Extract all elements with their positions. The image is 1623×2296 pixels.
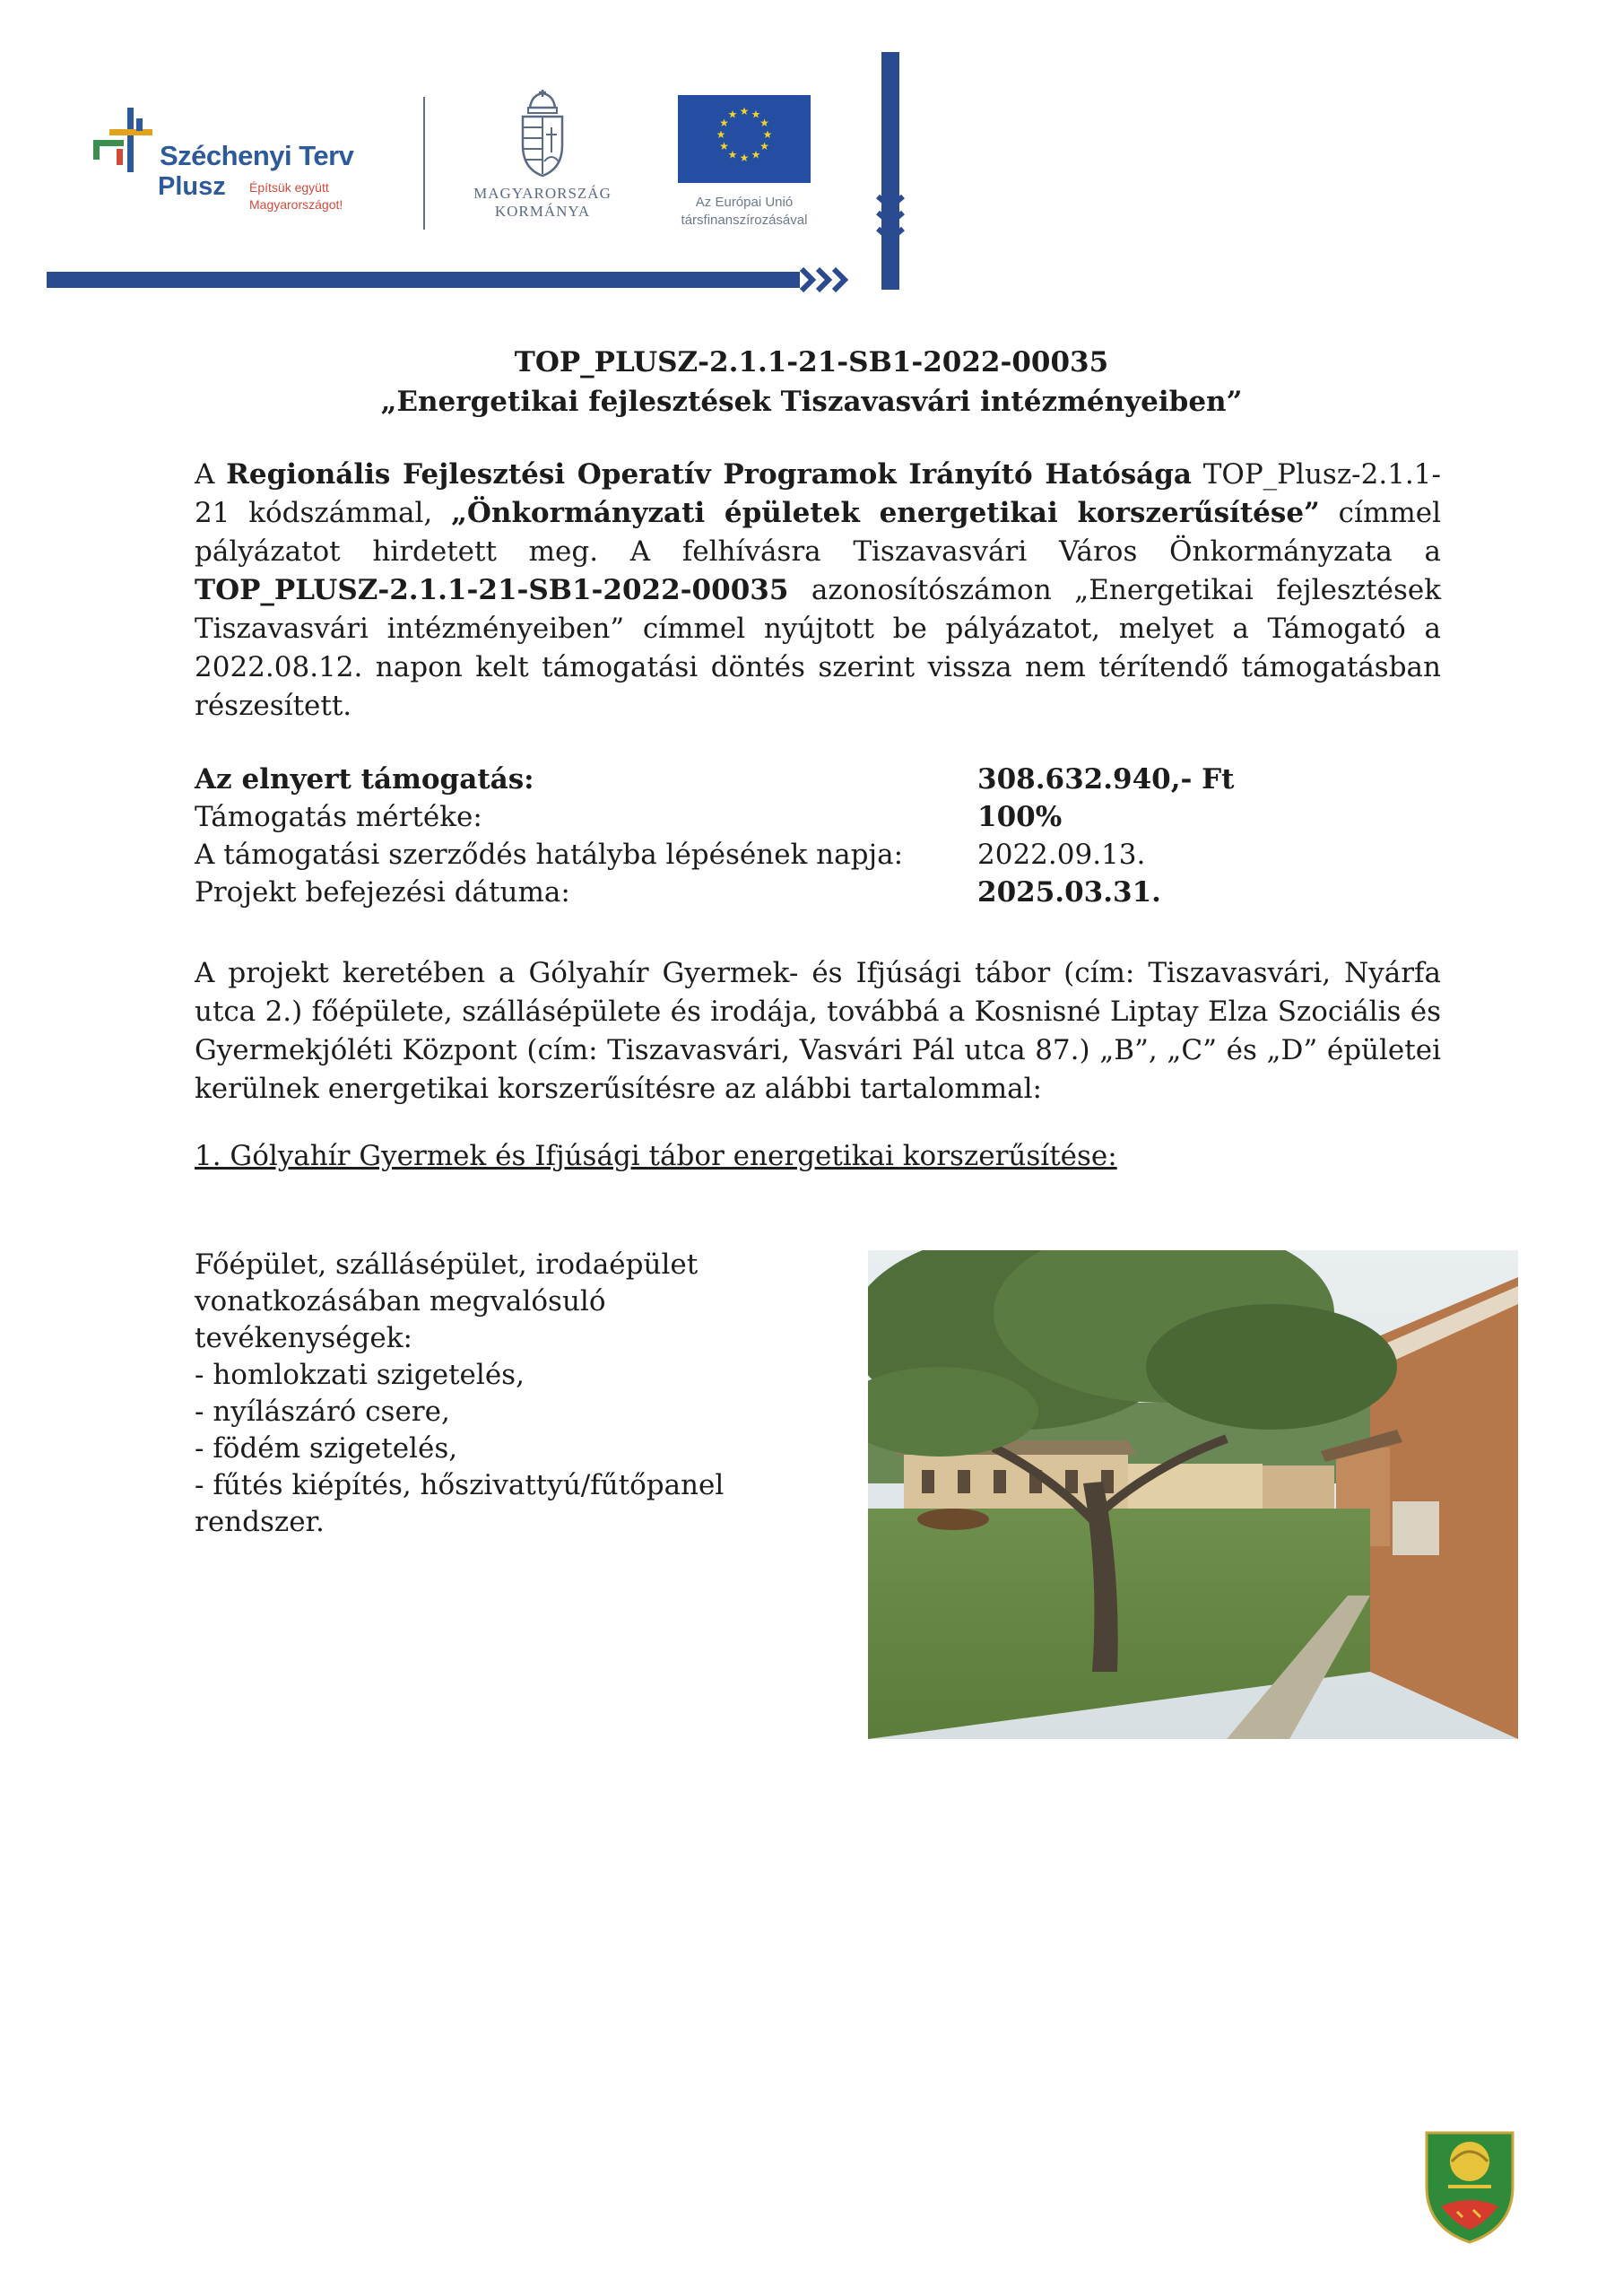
svg-text:★: ★ — [739, 152, 750, 164]
activity-line: tevékenységek: — [195, 1322, 412, 1354]
fact-label: Projekt befejezési dátuma: — [195, 876, 570, 909]
tagline-line-2: Magyarországot! — [249, 197, 343, 212]
intro-call-title: „Önkormányzati épületek energetikai korszerűsítése” — [451, 497, 1320, 529]
kormany-line-2: KORMÁNYA — [494, 203, 591, 220]
fact-value: 100% — [977, 801, 1063, 833]
szechenyi-tagline — [249, 179, 343, 213]
chevrons-right-icon — [798, 265, 879, 294]
eu-line-1: Az Európai Unió — [695, 195, 794, 210]
svg-text:★: ★ — [719, 140, 729, 152]
intro-project-id: TOP_PLUSZ-2.1.1-21-SB1-2022-00035 — [195, 574, 789, 606]
eu-text — [659, 194, 829, 230]
project-name-title: „Energetikai fejlesztések Tiszavasvári intézményeiben” — [380, 386, 1243, 418]
svg-text:★: ★ — [759, 140, 769, 152]
project-code-title: TOP_PLUSZ-2.1.1-21-SB1-2022-00035 — [514, 346, 1109, 378]
activity-line: rendszer. — [195, 1506, 325, 1538]
activity-line: - nyílászáró csere, — [195, 1396, 450, 1428]
svg-text:★: ★ — [759, 117, 769, 129]
grant-facts — [195, 761, 1450, 911]
svg-text:★: ★ — [751, 108, 761, 121]
fact-row-contract-date — [195, 836, 1450, 874]
project-description: A projekt keretében a Gólyahír Gyermek- és Ifjúsági tábor (cím: Tiszavasvári, Nyárfa utca 2.) főépülete, szállásépülete és irodája, továbbá a Kosnisné Liptay Elza Szociális és Gyermekjóléti Központ (cím: Tiszavasvári, Vasvári Pál utca 87.) „B”, „C” és „D” épületei kerülnek energetikai korszerűsítésre az alábbi tartalommal: — [195, 957, 1441, 1105]
intro-text-4: azonosítószámon „Energetikai fejlesztések Tiszavasvári intézményeiben” címmel nyújtott be pályázatot, melyet a Támogató a 2022.08.12. napon kelt támogatási döntés szerint vissza nem térítendő támogatásban részesített. — [195, 574, 1441, 722]
eu-stars-icon — [678, 95, 811, 183]
fact-value: 308.632.940,- Ft — [977, 763, 1235, 796]
kormany-line-1: MAGYARORSZÁG — [473, 185, 612, 202]
svg-text:★: ★ — [762, 128, 773, 141]
page-header — [0, 0, 1623, 323]
tiszavasvari-coat-of-arms — [1421, 2124, 1518, 2246]
fact-label: A támogatási szerződés hatályba lépésének napja: — [195, 839, 904, 871]
activity-line: - fűtés kiépítés, hőszivattyú/fűtőpanel — [195, 1469, 725, 1501]
fact-value: 2025.03.31. — [977, 876, 1161, 909]
svg-text:★: ★ — [727, 148, 738, 161]
intro-text-1: A — [195, 458, 227, 491]
header-blue-vertical-bar — [881, 52, 899, 290]
crest-icon — [1421, 2124, 1518, 2246]
svg-text:★: ★ — [719, 117, 729, 129]
tagline-line-1: Építsük együtt — [249, 180, 329, 195]
szechenyi-terv-plusz-logo — [90, 106, 412, 222]
fact-row-grant-rate — [195, 798, 1450, 836]
chevrons-down-icon — [874, 193, 907, 247]
activities-list — [195, 1247, 768, 1541]
szechenyi-cross-icon — [90, 106, 161, 178]
activity-line: - födém szigetelés, — [195, 1432, 458, 1465]
activity-line: vonatkozásában megvalósuló — [195, 1285, 606, 1318]
eu-flag-icon — [678, 95, 811, 183]
header-blue-bar — [47, 272, 800, 288]
document-title — [90, 343, 1533, 422]
header-divider — [423, 97, 425, 230]
szechenyi-name: Széchenyi Terv — [160, 140, 354, 171]
svg-text:★: ★ — [727, 108, 738, 121]
intro-text-2: TOP_Plusz-2.1.1-21 kódszámmal, — [195, 458, 1441, 529]
fact-value: 2022.09.13. — [977, 839, 1146, 871]
activity-line: - homlokzati szigetelés, — [195, 1359, 525, 1391]
szechenyi-plus: Plusz — [158, 172, 226, 201]
eu-cofinancing-logo — [659, 95, 829, 239]
fact-row-grant-amount — [195, 761, 1450, 798]
eu-line-2: társfinanszírozásával — [681, 213, 808, 228]
svg-text:★: ★ — [739, 105, 750, 117]
kormany-text — [453, 185, 632, 221]
activity-line: Főépület, szállásépület, irodaépület — [195, 1248, 699, 1281]
camp-scene-illustration — [868, 1250, 1518, 1739]
hungarian-coat-of-arms-icon — [517, 90, 568, 179]
svg-text:★: ★ — [716, 128, 726, 141]
magyarorszag-kormanya-logo — [453, 90, 632, 233]
fact-label: Támogatás mértéke: — [195, 801, 482, 833]
intro-text-3: címmel pályázatot hirdetett meg. A felhívásra Tiszavasvári Város Önkormányzata a — [195, 497, 1441, 568]
svg-text:★: ★ — [751, 148, 761, 161]
intro-authority: Regionális Fejlesztési Operatív Programok Irányító Hatósága — [226, 458, 1192, 491]
fact-row-end-date — [195, 874, 1450, 911]
fact-label: Az elnyert támogatás: — [195, 763, 534, 796]
camp-building-photo — [868, 1250, 1518, 1739]
intro-paragraph — [195, 456, 1441, 726]
section-1-title: 1. Gólyahír Gyermek és Ifjúsági tábor energetikai korszerűsítése: — [195, 1140, 1117, 1172]
